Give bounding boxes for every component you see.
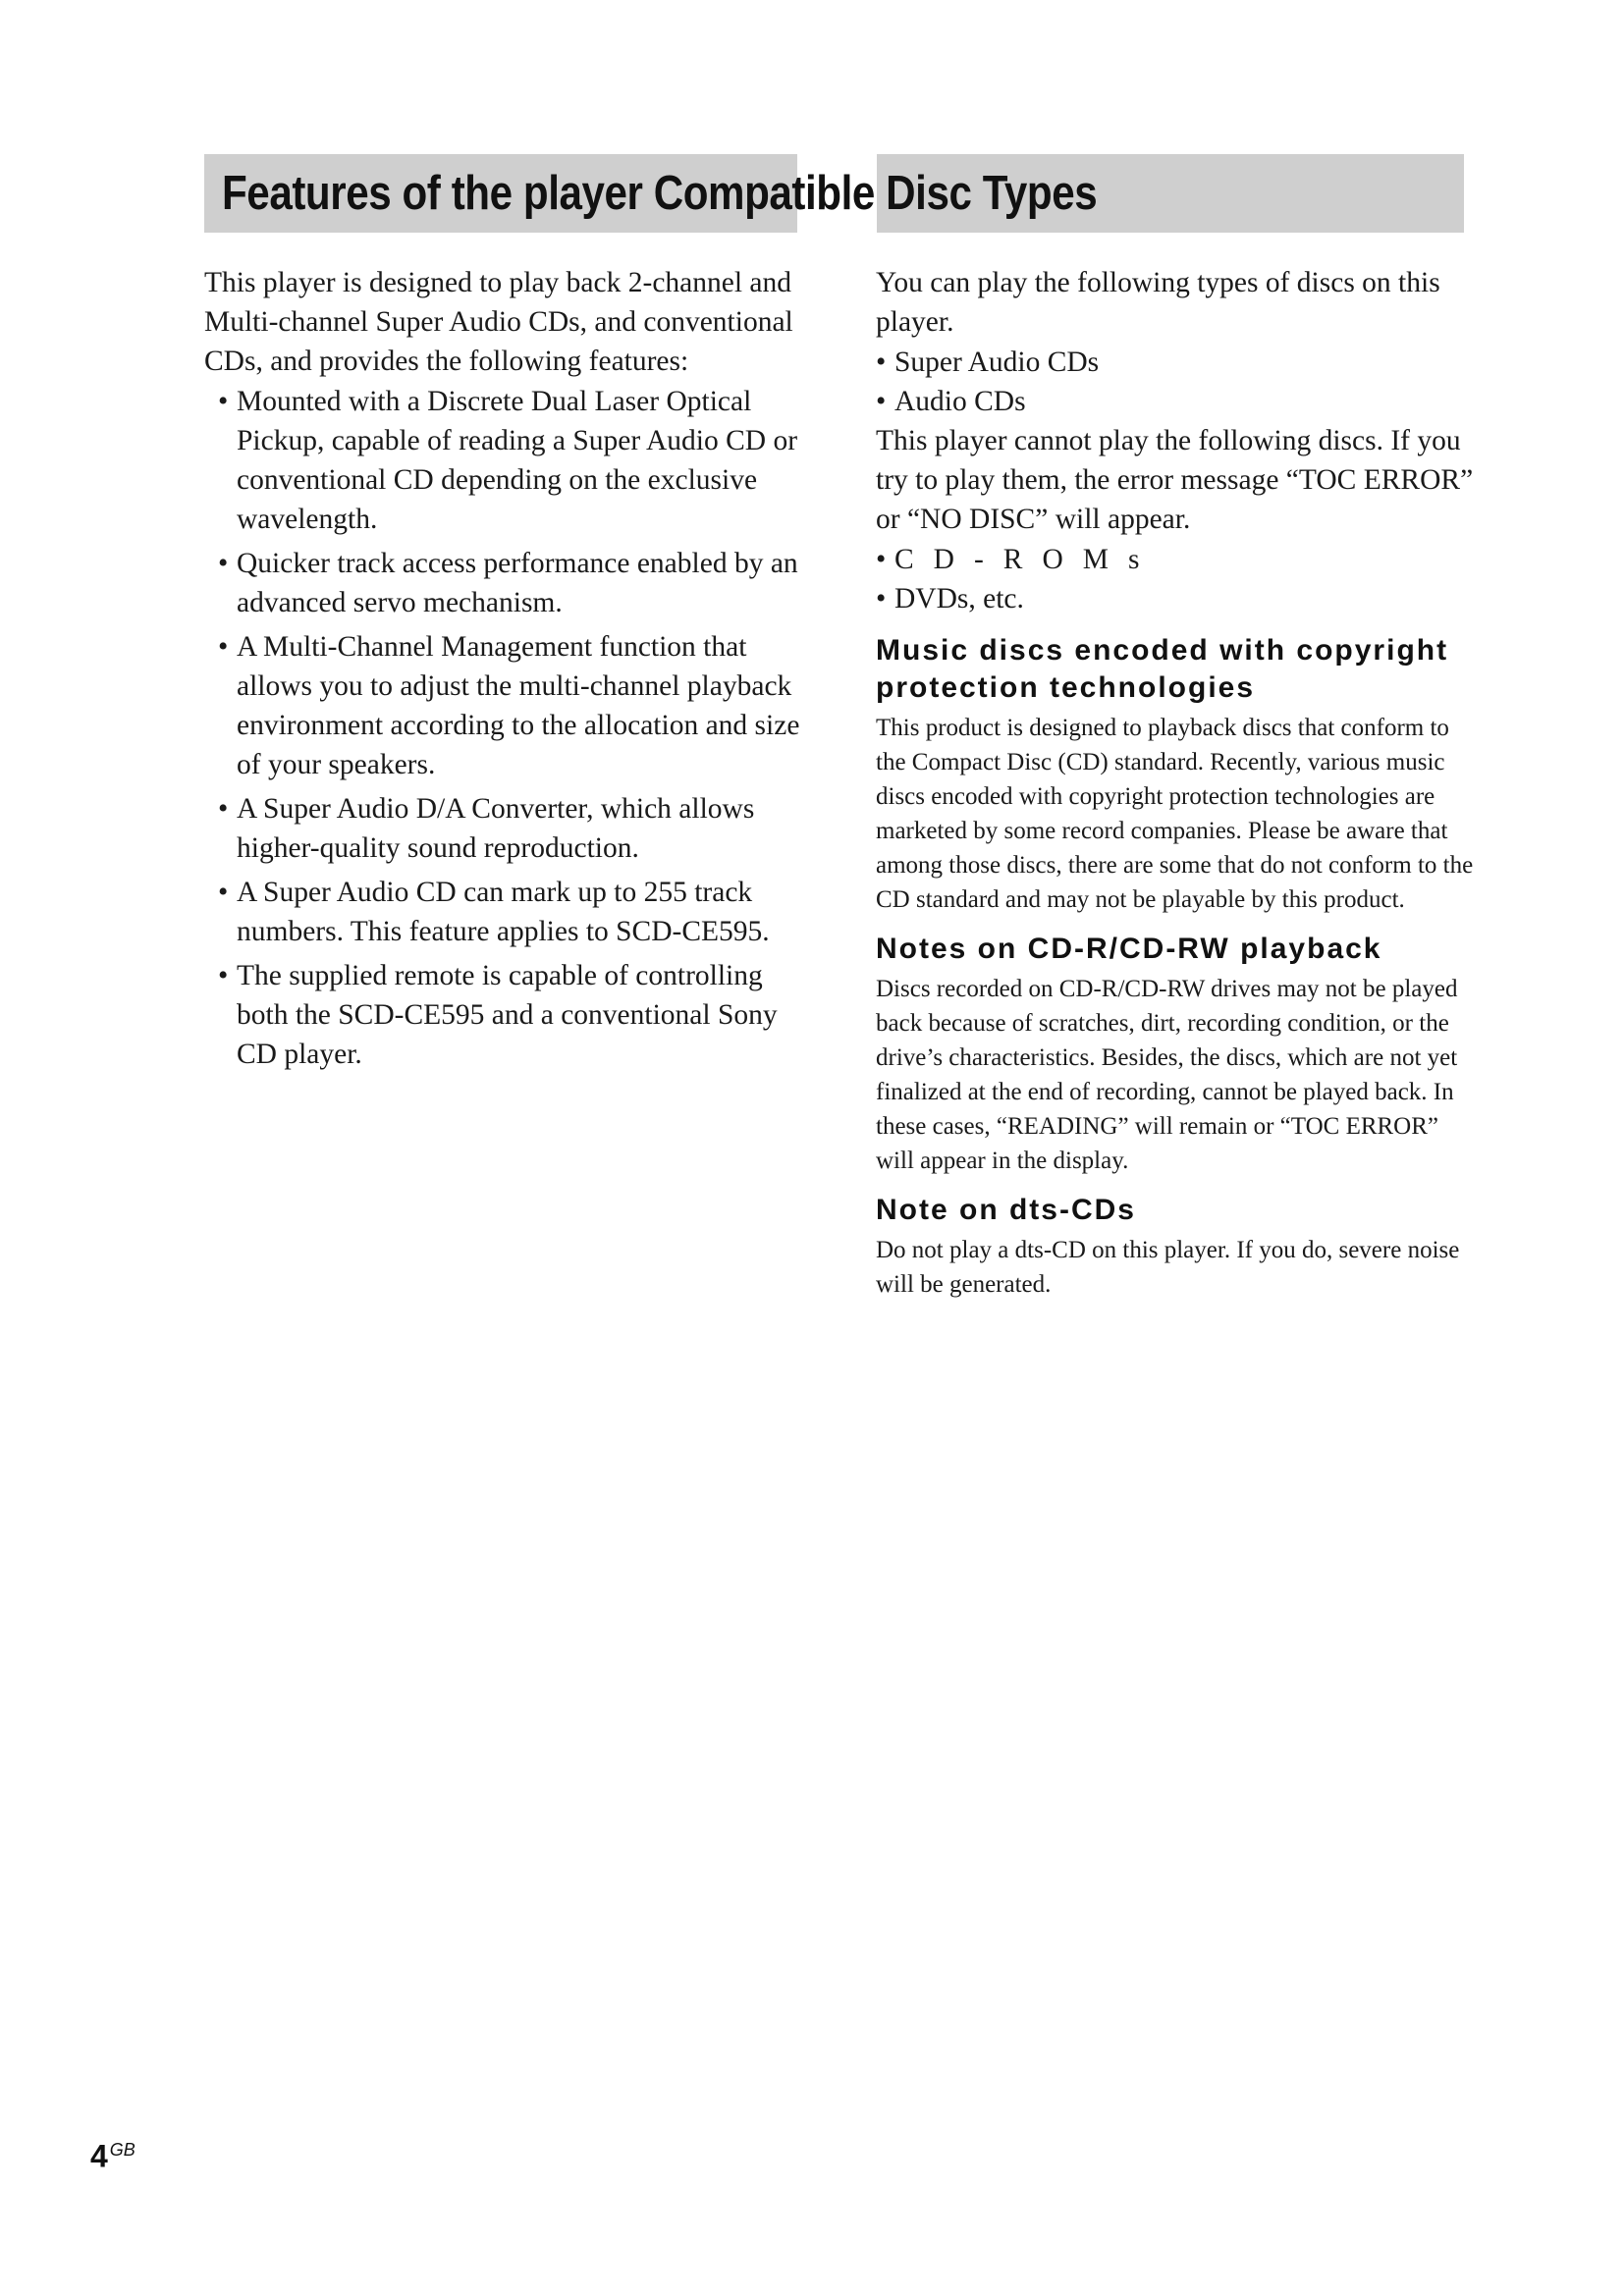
feature-item-remote: • The supplied remote is capable of controlling both the SCD-CE595 and a conventional Sony CD player. [204,956,813,1074]
dts-body: Do not play a dts-CD on this player. If you do, severe noise will be generated. [876,1237,1460,1298]
feature-item-laser: • Mounted with a Discrete Dual Laser Optical Pickup, capable of reading a Super Audio CD or conventional CD depending on the exclusive wavelength. [204,382,813,539]
page-number [90,2130,135,2176]
unplayable-disc-item: • DVDs, etc. [876,579,1475,618]
cdr-heading: Notes on CD-R/CD-RW playback [876,933,1382,965]
page-number-suffix: GB [109,2140,135,2160]
features-column [204,263,813,1079]
compatible-discs-column [876,263,1475,1302]
page-number-value: 4 [90,2138,108,2174]
copyright-heading: Music discs encoded with copyright protection technologies [876,634,1449,704]
playable-disc-list [876,343,1475,421]
feature-item-track-access: • Quicker track access performance enabled by an advanced servo mechanism. [204,544,813,622]
feature-item-multichannel: • A Multi-Channel Management function that allows you to adjust the multi-channel playback environment according to the allocation and size of your speakers. [204,627,813,784]
page-title: Features of the player Compatible Disc Types [222,167,1098,220]
copyright-body: This product is designed to playback discs that conform to the Compact Disc (CD) standard. Recently, various music discs encoded with copyright protection technologies are marketed by some record companies. Please be aware that among those discs, there are some that do not conform to the CD standard and may not be playable by this product. [876,715,1474,913]
feature-item-converter: • A Super Audio D/A Converter, which allows higher-quality sound reproduction. [204,789,813,868]
unplayable-disc-item: • CD-ROMs [876,540,1475,579]
compatible-intro: You can play the following types of discs on this player. [876,267,1440,338]
features-list [204,382,813,1074]
features-intro: This player is designed to play back 2-channel and Multi-channel Super Audio CDs, and conventional CDs, and provides the following features: [204,267,793,377]
dts-heading: Note on dts-CDs [876,1194,1136,1226]
unplayable-disc-list [876,540,1475,618]
playable-disc-item: • Audio CDs [876,382,1475,421]
feature-item-track-numbers: • A Super Audio CD can mark up to 255 track numbers. This feature applies to SCD-CE595. [204,873,813,951]
playable-disc-item: • Super Audio CDs [876,343,1475,382]
unplayable-intro: This player cannot play the following discs. If you try to play them, the error message “TOC ERROR” or “NO DISC” will appear. [876,425,1474,535]
cdr-body: Discs recorded on CD-R/CD-RW drives may not be played back because of scratches, dirt, recording condition, or the drive’s characteristics. Besides, the discs, which are not yet finalized at the end of recording, cannot be played back. In these cases, “READING” will remain or “TOC ERROR” will appear in the display. [876,976,1458,1174]
